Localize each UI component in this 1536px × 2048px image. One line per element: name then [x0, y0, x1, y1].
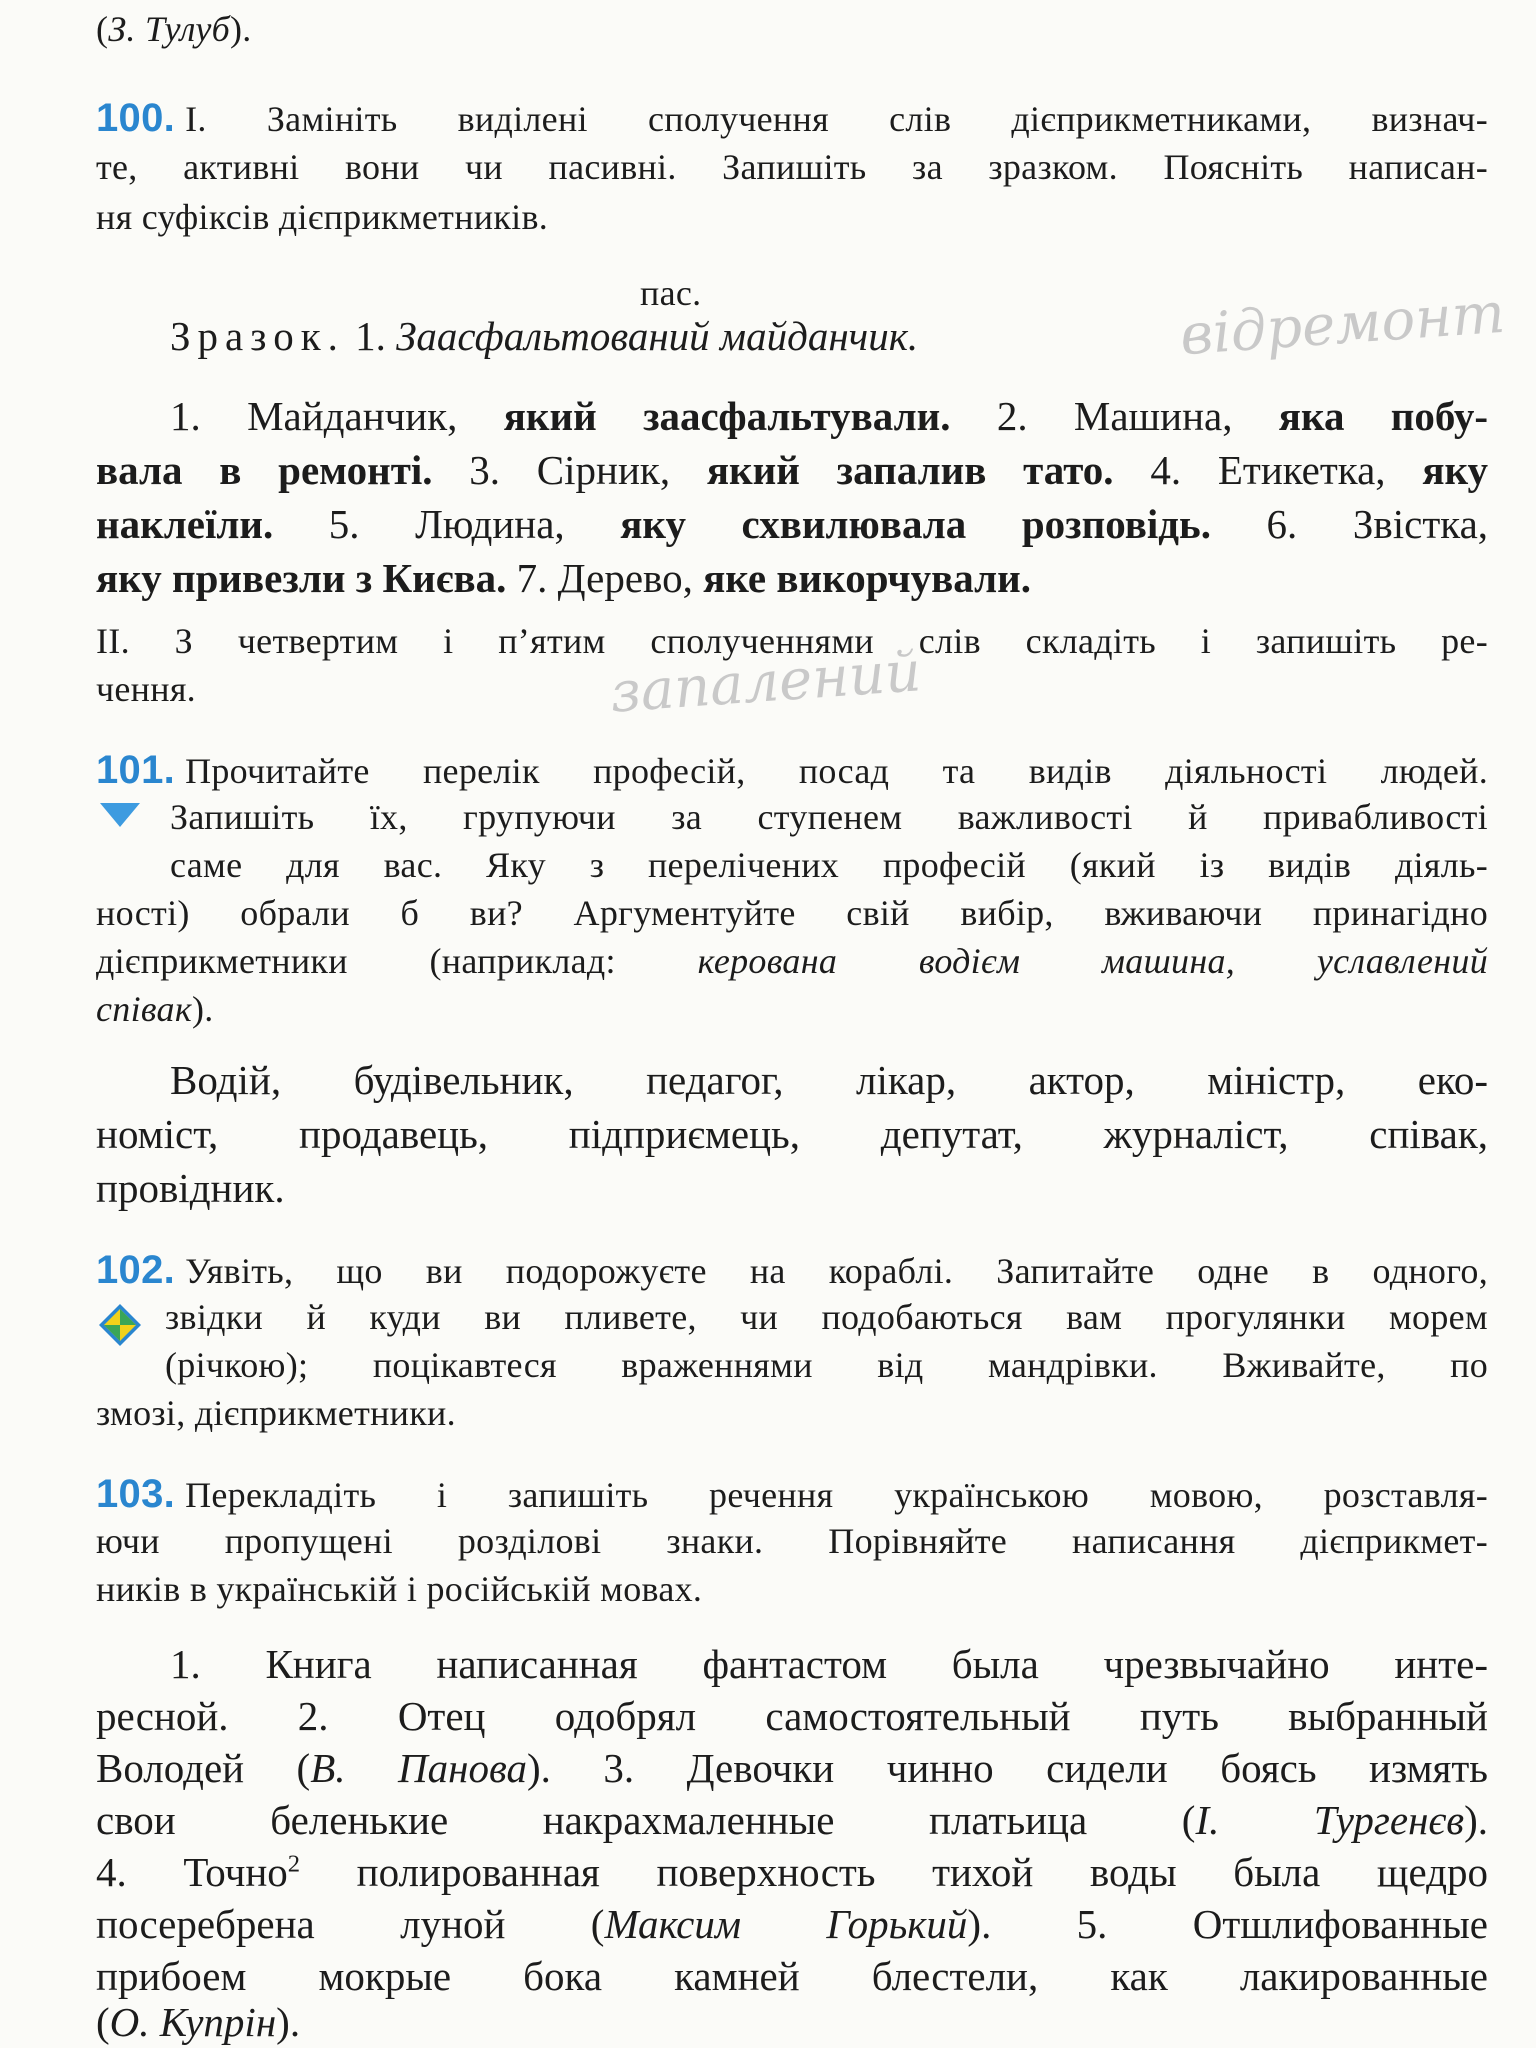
- ex102-line-1: 102. Уявіть, що ви подорожуєте на кораблі. Запитайте одне в одного,: [96, 1248, 1488, 1292]
- ex101-line-2: Запишіть їх, групуючи за ступенем важливості й привабливості: [170, 797, 1488, 837]
- ex103-text-line-1: 1. Книга написанная фантастом была чрезвычайно инте-: [170, 1641, 1488, 1687]
- source-turgenev: І. Тургенєв: [1195, 1797, 1465, 1843]
- ex103-text-line-5: 4. Точно$^2$ полированная поверхность тихой воды была щедро: [96, 1849, 1488, 1895]
- ex100-line-2: те, активні вони чи пасивні. Запишіть за зразком. Поясніть написан-: [96, 147, 1488, 187]
- ex100-note-pas: пас.: [640, 273, 702, 313]
- ex100-part2-line-2: чення.: [96, 669, 196, 709]
- ex101-line-4: ності) обрали б ви? Аргументуйте свій вибір, вживаючи принагідно: [96, 893, 1488, 933]
- ex101-list-line-2: номіст, продавець, підприємець, депутат, журналіст, співак,: [96, 1111, 1488, 1157]
- ex101-line-5: дієприкметники (наприклад: керована водієм машина, уславлений: [96, 941, 1488, 981]
- footnote-marker: 2: [287, 1850, 301, 1878]
- ex102-line-3: (річкою); поцікавтеся враженнями від мандрівки. Вживайте, по: [165, 1345, 1488, 1385]
- source-panova: В. Панова: [310, 1745, 527, 1791]
- ex103-number: 103.: [96, 1472, 176, 1516]
- ex100-line-1: 100. І. Замініть виділені сполучення слів дієприкметниками, визнач-: [96, 96, 1488, 140]
- ex101-number: 101.: [96, 748, 176, 792]
- ex103-text-line-4: свои беленькие накрахмаленные платьица (І. Тургенєв).: [96, 1797, 1488, 1843]
- ex103-text-line-3: Володей (В. Панова). 3. Девочки чинно сидели боясь измять: [96, 1745, 1488, 1791]
- ex103-line-2: ючи пропущені розділові знаки. Порівняйте написання дієприкмет-: [96, 1521, 1488, 1561]
- handwriting-note-1: відремонт: [1178, 280, 1507, 369]
- source-gorky: Максим Горький: [604, 1901, 968, 1947]
- ex103-text-line-8: (О. Купрін).: [96, 1999, 301, 2045]
- ex103-text-line-6: посеребрена луной (Максим Горький). 5. Отшлифованные: [96, 1901, 1488, 1947]
- ex100-part2-line-1: ІІ. З четвертим і п’ятим сполученнями слів складіть і запишіть ре-: [96, 621, 1488, 661]
- ex103-text-line-7: прибоем мокрые бока камней блестели, как лакированные: [96, 1953, 1488, 1999]
- source-tulub: З. Тулуб: [108, 9, 230, 49]
- ex103-line-3: ників в українській і російській мовах.: [96, 1569, 703, 1609]
- ex100-sentences-line-3: наклеїли. 5. Людина, яку схвилювала розповідь. 6. Звістка,: [96, 501, 1489, 547]
- ex101-list-line-1: Водій, будівельник, педагог, лікар, актор, міністр, еко-: [170, 1057, 1488, 1103]
- ex103-text-line-2: ресной. 2. Отец одобрял самостоятельный путь выбранный: [96, 1693, 1488, 1739]
- ex100-sample: Зразок. 1. Заасфальтований майданчик.: [170, 313, 919, 359]
- top-fragment: (З. Тулуб).: [96, 9, 252, 49]
- source-kuprin: О. Купрін: [109, 1999, 277, 2045]
- dialogue-diamond-icon: [98, 1303, 142, 1347]
- triangle-marker-icon: [100, 803, 140, 827]
- ex101-line-6: співак).: [96, 989, 214, 1029]
- ex102-line-4: змозі, дієприкметники.: [96, 1393, 456, 1433]
- ex100-number: 100.: [96, 96, 176, 140]
- ex100-sentences-line-4: яку привезли з Києва. 7. Дерево, яке викорчували.: [96, 555, 1031, 601]
- ex103-line-1: 103. Перекладіть і запишіть речення українською мовою, розставля-: [96, 1472, 1488, 1516]
- ex100-sentences-line-1: 1. Майданчик, який заасфальтували. 2. Машина, яка побу-: [170, 393, 1488, 439]
- ex101-list-line-3: провідник.: [96, 1165, 285, 1211]
- handwriting-note-2: запалений: [608, 639, 924, 726]
- ex102-line-2: звідки й куди ви пливете, чи подобаються вам прогулянки морем: [165, 1297, 1488, 1337]
- ex101-line-1: 101. Прочитайте перелік професій, посад та видів діяльності людей.: [96, 748, 1488, 792]
- ex102-number: 102.: [96, 1248, 176, 1292]
- ex100-sentences-line-2: вала в ремонті. 3. Сірник, який запалив тато. 4. Етикетка, яку: [96, 447, 1489, 493]
- ex101-line-3: саме для вас. Яку з перелічених професій (який із видів діяль-: [170, 845, 1488, 885]
- ex100-line-3: ня суфіксів дієприкметників.: [96, 197, 549, 237]
